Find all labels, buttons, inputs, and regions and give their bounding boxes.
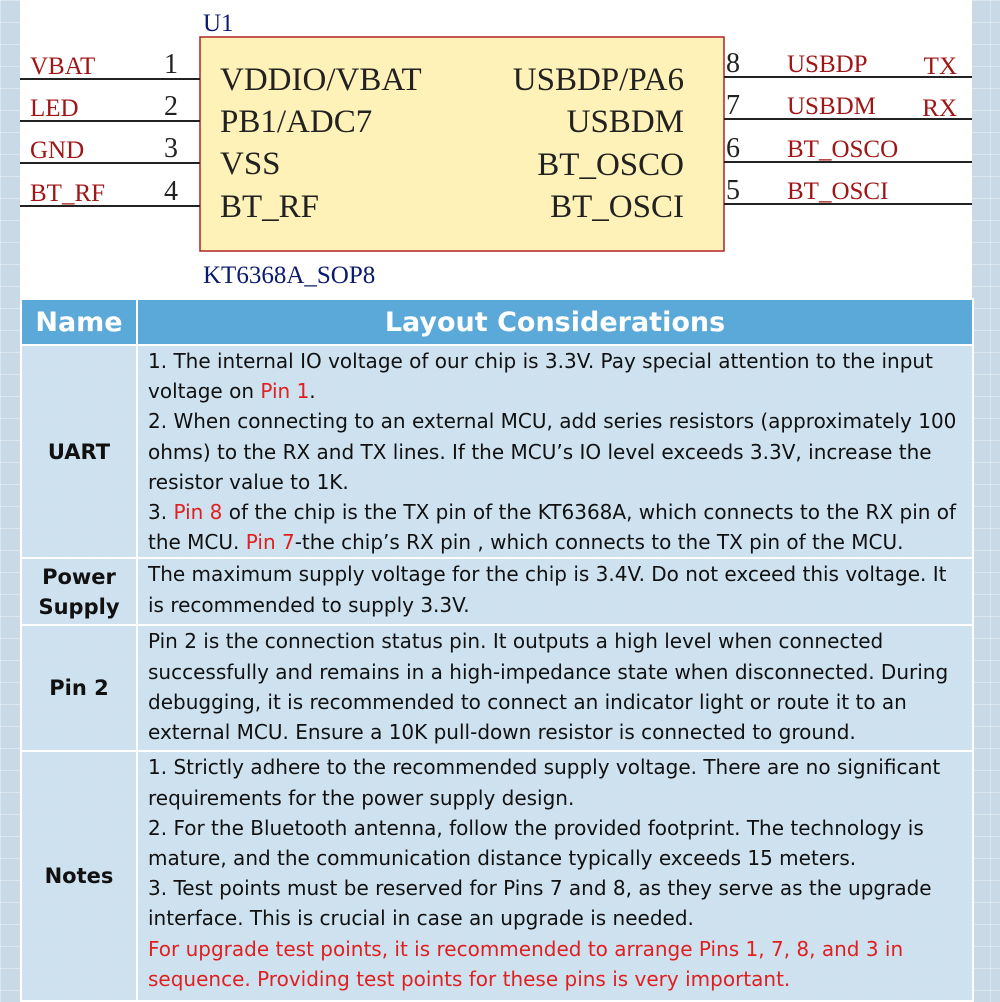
paragraph-text: -the chip’s RX pin , which connects to the TX pin of the MCU. [294,530,904,555]
consideration-paragraph [148,559,968,619]
table-header-row [21,299,973,345]
highlight-text: Pin 8 [173,500,223,525]
row-name: Pin 2 [21,625,137,751]
consideration-paragraph [148,406,968,497]
chip-ref: U1 [203,10,234,37]
net-label-1: VBAT [30,53,96,80]
consideration-paragraph [148,346,968,406]
net-label-6: BT_OSCO [787,136,899,163]
paragraph-text: of the chip is the TX pin of the KT6368A, which connects to the RX pin of the MCU. [148,500,957,555]
row-name: Notes [21,751,137,1001]
header-considerations: Layout Considerations [137,299,973,345]
pin-number-8: 8 [726,48,740,79]
layout-table [20,298,974,1002]
net-alt-label-7: RX [922,95,957,122]
pin-name-6: BT_OSCO [537,147,684,183]
schematic-svg [20,0,972,298]
row-considerations [137,558,973,625]
row-considerations [137,751,973,1001]
pin-name-7: USBDM [566,104,684,140]
pin-number-7: 7 [726,90,740,121]
pin-name-3: VSS [220,146,281,182]
paragraph-text: 3. [148,500,174,525]
pin-name-4: BT_RF [220,189,320,225]
paragraph-text: 3. Test points must be reserved for Pins 7 and 8, as they serve as the upgrade interface. This is crucial in case an upgrade is needed. [148,876,932,931]
paragraph-text: Pin 2 is the connection status pin. It outputs a high level when connected successfully and remains in a high-impedance state when disconnected. During debugging, it is recommended to connect an indicator light or route it to an external MCU. Ensure a 10K pull-down resistor is connected to ground. [148,629,949,745]
paragraph-text: 1. Strictly adhere to the recommended supply voltage. There are no significant requirements for the power supply design. [148,755,941,810]
pin-number-1: 1 [164,49,178,80]
consideration-paragraph [148,934,968,994]
row-name: Power Supply [21,558,137,625]
net-label-2: LED [30,95,79,122]
pin-number-2: 2 [164,91,178,122]
net-label-3: GND [30,137,85,164]
pin-name-5: BT_OSCI [550,189,684,225]
pin-name-1: VDDIO/VBAT [220,62,422,98]
net-alt-label-8: TX [923,53,957,80]
net-label-7: USBDM [787,93,876,120]
consideration-paragraph [148,626,968,747]
chip-part: KT6368A_SOP8 [203,262,376,289]
highlight-text: For upgrade test points, it is recommended to arrange Pins 1, 7, 8, and 3 in sequence. Providing test points for these pins is very important. [148,936,904,991]
table-row [21,558,973,625]
net-label-5: BT_OSCI [787,178,889,205]
paragraph-text: The maximum supply voltage for the chip is 3.4V. Do not exceed this voltage. It is recommended to supply 3.3V. [148,562,947,617]
net-label-4: BT_RF [30,180,106,207]
paragraph-text: 1. The internal IO voltage of our chip is 3.3V. Pay special attention to the input voltage on [148,349,933,404]
consideration-paragraph [148,873,968,933]
pin-name-8: USBDP/PA6 [512,62,684,98]
consideration-paragraph [148,752,968,812]
consideration-paragraph [148,497,968,557]
row-considerations [137,345,973,558]
paragraph-text: . [309,379,316,404]
paragraph-text: 2. When connecting to an external MCU, add series resistors (approximately 100 ohms) to the RX and TX lines. If the MCU’s IO level exceeds 3.3V, increase the resistor value to 1K. [148,409,957,494]
net-label-8: USBDP [787,51,868,78]
consideration-paragraph [148,813,968,873]
header-name: Name [21,299,137,345]
row-name: UART [21,345,137,558]
highlight-text: Pin 7 [245,530,295,555]
pin-number-3: 3 [164,133,178,164]
pin-number-4: 4 [164,176,178,207]
table-row [21,751,973,1001]
highlight-text: Pin 1 [260,379,310,404]
table-row [21,625,973,751]
row-considerations [137,625,973,751]
pin-number-5: 5 [726,175,740,206]
pin-number-6: 6 [726,133,740,164]
table-row [21,345,973,558]
pin-name-2: PB1/ADC7 [220,104,373,140]
paragraph-text: 2. For the Bluetooth antenna, follow the provided footprint. The technology is mature, and the communication distance typically exceeds 15 meters. [148,815,924,871]
schematic-diagram [20,0,972,298]
